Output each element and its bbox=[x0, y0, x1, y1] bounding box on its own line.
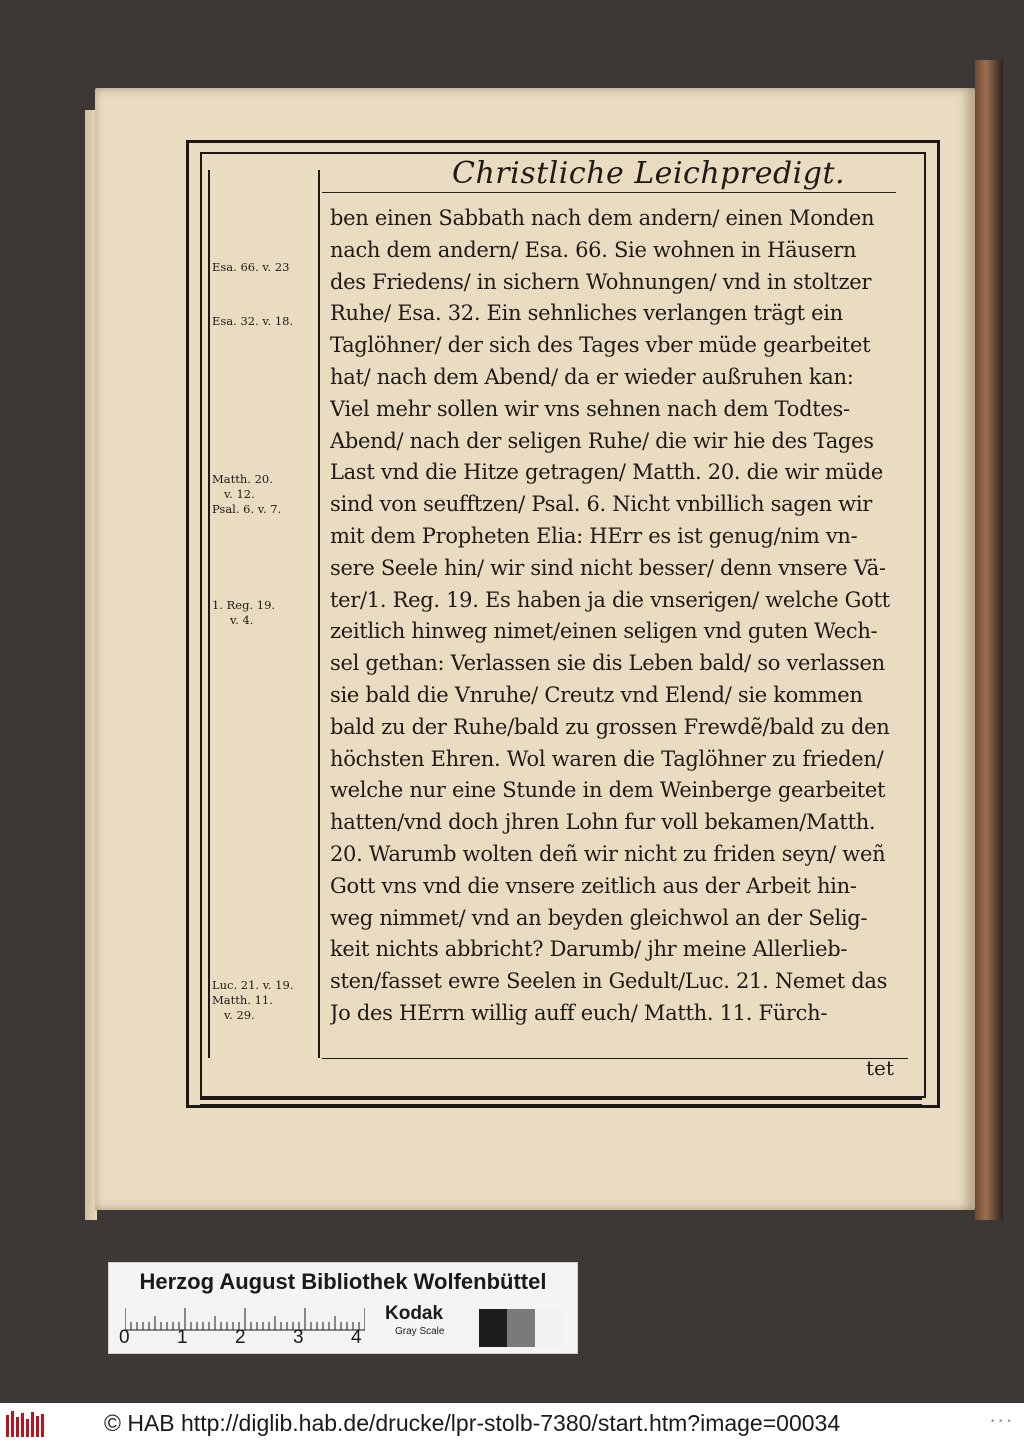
running-head: Christliche Leichpredigt. bbox=[452, 156, 846, 191]
text-line: Viel mehr sollen wir vns sehnen nach dem Todtes- bbox=[330, 396, 850, 421]
marginal-note bbox=[212, 314, 316, 329]
text-line: Ruhe/ Esa. 32. Ein sehnliches verlangen trägt ein bbox=[330, 301, 843, 326]
text-line: hat/ nach dem Abend/ da er wieder außruhen kan: bbox=[330, 364, 854, 389]
gray-swatch-light bbox=[535, 1309, 563, 1347]
text-line: 20. Warumb wolten deñ wir nicht zu friden seyn/ weñ bbox=[330, 841, 886, 866]
note-line: Matth. 20. bbox=[212, 472, 273, 486]
library-logo-icon bbox=[4, 1409, 48, 1441]
ruler-number: 1 bbox=[177, 1327, 188, 1348]
bottom-rule-thin bbox=[200, 1104, 922, 1106]
text-line: Last vnd die Hitze getragen/ Matth. 20. die wir müde bbox=[330, 460, 884, 485]
column-divider bbox=[318, 170, 320, 1058]
marginal-note bbox=[212, 472, 316, 517]
text-line: ben einen Sabbath nach dem andern/ einen Monden bbox=[330, 206, 875, 230]
text-line: Gott vns vnd die vnsere zeitlich aus der Arbeit hin- bbox=[330, 873, 857, 898]
text-line: des Friedens/ in sichern Wohnungen/ vnd in stoltzer bbox=[330, 269, 872, 294]
text-line: bald zu der Ruhe/bald zu grossen Frewdẽ/bald zu den bbox=[330, 714, 890, 739]
text-line: Abend/ nach der seligen Ruhe/ die wir hie des Tages bbox=[330, 428, 874, 453]
text-line: keit nichts abbricht? Darumb/ jhr meine Allerlieb- bbox=[330, 937, 848, 962]
text-line: nach dem andern/ Esa. 66. Sie wohnen in Häusern bbox=[330, 237, 857, 262]
color-scale-card bbox=[108, 1262, 578, 1354]
text-line: sind von seufftzen/ Psal. 6. Nicht vnbillich sagen wir bbox=[330, 492, 873, 517]
footer-mark: • • • bbox=[990, 1417, 1012, 1427]
marginal-note bbox=[212, 260, 316, 275]
copyright-url: © HAB http://diglib.hab.de/drucke/lpr-stolb-7380/start.htm?image=00034 bbox=[104, 1410, 841, 1436]
catchword: tet bbox=[866, 1056, 894, 1080]
text-line: zeitlich hinweg nimet/einen seligen vnd guten Wech- bbox=[330, 619, 878, 644]
bottom-rule bbox=[200, 1097, 922, 1100]
ruler-number: 4 bbox=[351, 1327, 362, 1348]
body-text bbox=[330, 203, 908, 1030]
note-line: v. 4. bbox=[230, 613, 254, 627]
text-line: sel gethan: Verlassen sie dis Leben bald/ so verlassen bbox=[330, 651, 885, 676]
ruler-number: 0 bbox=[119, 1327, 130, 1348]
note-line: Psal. 6. v. 7. bbox=[212, 502, 282, 516]
note-line: 1. Reg. 19. bbox=[212, 598, 276, 612]
note-line: Matth. 11. bbox=[212, 993, 273, 1007]
text-line: welche nur eine Stunde in dem Weinberge gearbeitet bbox=[330, 778, 886, 803]
note-line: Esa. 32. v. 18. bbox=[212, 314, 294, 328]
text-line: sie bald die Vnruhe/ Creutz vnd Elend/ sie kommen bbox=[330, 682, 863, 707]
running-head-rule bbox=[322, 192, 896, 193]
text-line: mit dem Propheten Elia: HErr es ist genug/nim vn- bbox=[330, 523, 858, 548]
text-line: sten/fasset ewre Seelen in Gedult/Luc. 21. Nemet das bbox=[330, 969, 888, 994]
text-line: sere Seele hin/ wir sind nicht besser/ denn vnsere Vä- bbox=[330, 555, 886, 580]
margin-rule bbox=[208, 170, 210, 1058]
note-line: Luc. 21. v. 19. bbox=[212, 978, 294, 992]
text-line: ter/1. Reg. 19. Es haben ja die vnserigen/ welche Gott bbox=[330, 587, 890, 612]
note-line: v. 12. bbox=[224, 487, 255, 501]
gray-swatch-mid bbox=[507, 1309, 535, 1347]
gray-scale-label: Gray Scale bbox=[395, 1326, 445, 1337]
ruler-number: 3 bbox=[293, 1327, 304, 1348]
text-bottom-rule bbox=[322, 1058, 908, 1059]
text-line: weg nimmet/ vnd an beyden gleichwol an der Selig- bbox=[330, 905, 868, 930]
gray-swatches bbox=[479, 1309, 563, 1347]
kodak-brand: Kodak bbox=[385, 1303, 444, 1324]
ruler-number: 2 bbox=[235, 1327, 246, 1348]
gray-swatch-dark bbox=[479, 1309, 507, 1347]
text-line: hatten/vnd doch jhren Lohn fur voll bekamen/Matth. bbox=[330, 810, 876, 835]
text-line: Jo des HErrn willig auff euch/ Matth. 11. Fürch- bbox=[330, 1000, 828, 1025]
library-name: Herzog August Bibliothek Wolfenbüttel bbox=[139, 1269, 547, 1294]
footer-bar bbox=[0, 1403, 1024, 1447]
text-line: höchsten Ehren. Wol waren die Taglöhner zu frieden/ bbox=[330, 746, 884, 771]
text-line: Taglöhner/ der sich des Tages vber müde gearbeitet bbox=[330, 333, 871, 358]
note-line: Esa. 66. v. 23 bbox=[212, 260, 290, 274]
marginal-note bbox=[212, 978, 316, 1023]
marginal-note bbox=[212, 598, 316, 628]
note-line: v. 29. bbox=[224, 1008, 255, 1022]
facing-page-edge bbox=[975, 60, 1003, 1220]
